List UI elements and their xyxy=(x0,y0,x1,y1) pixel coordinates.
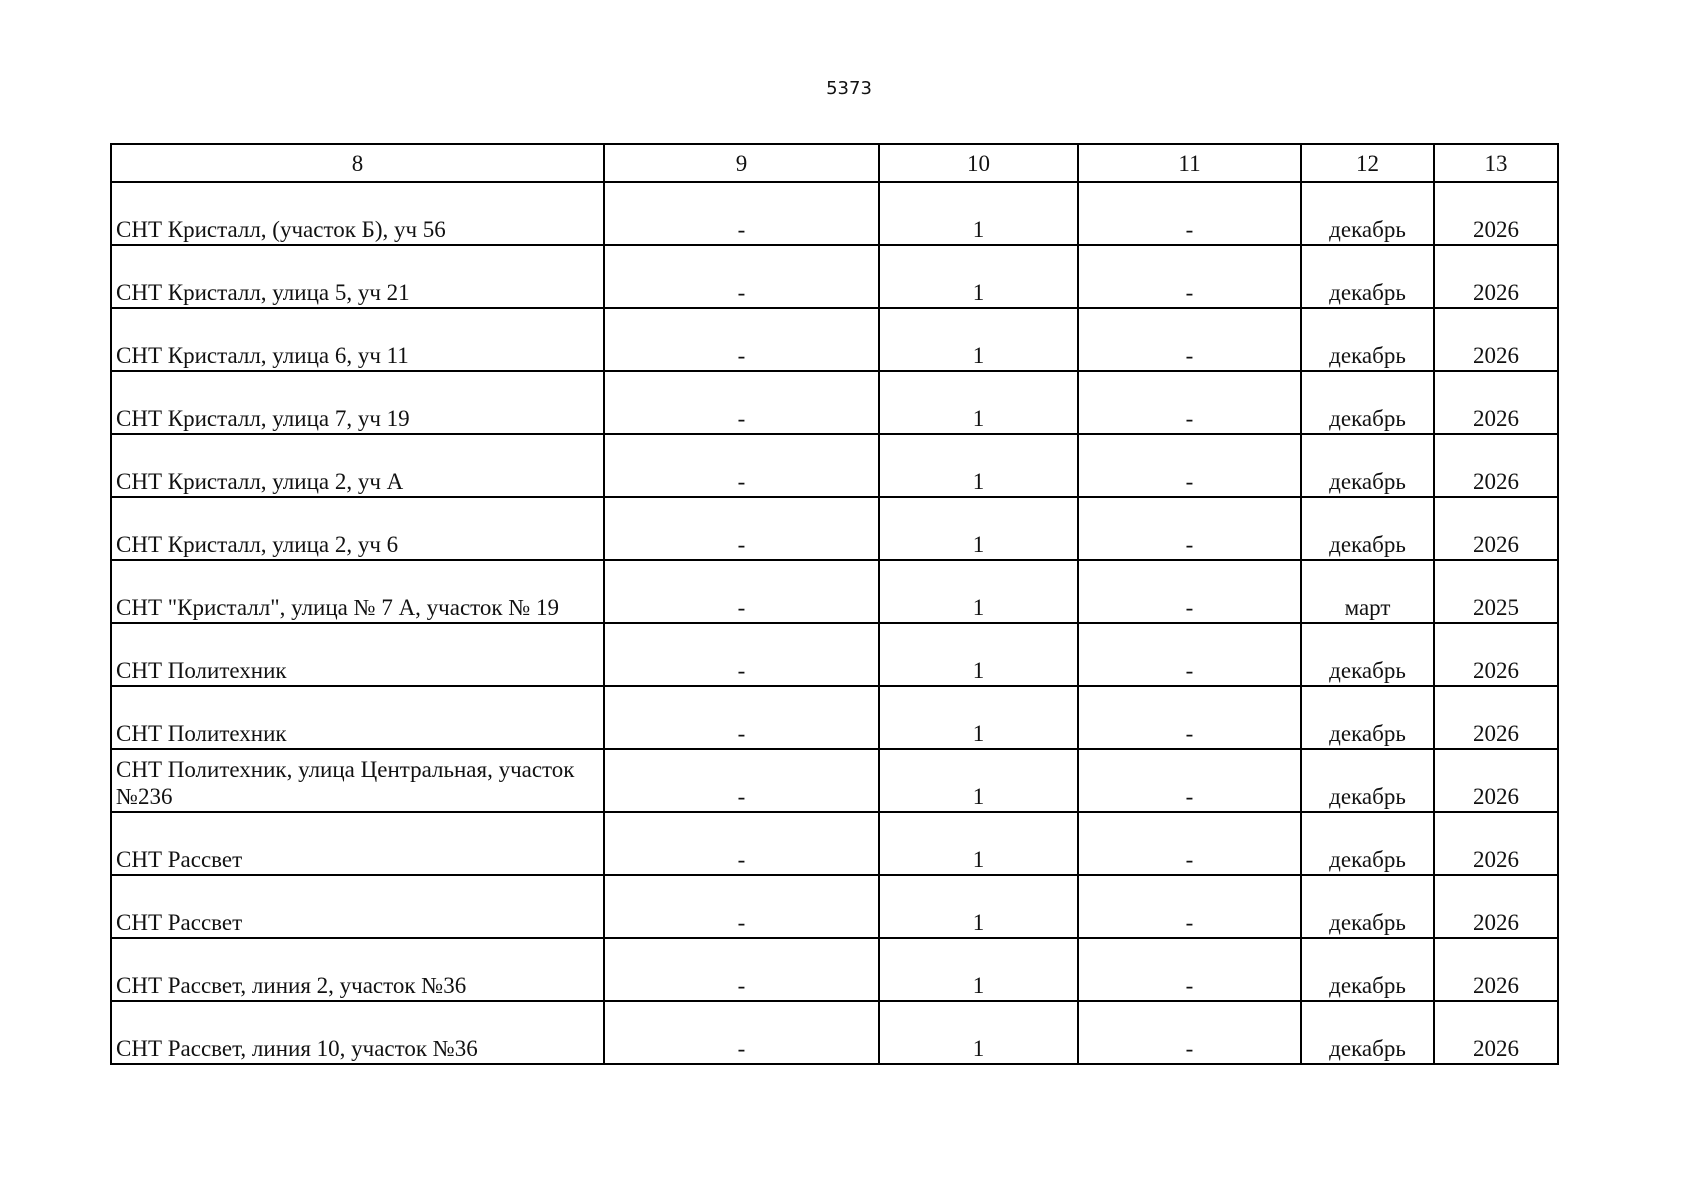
address-cell: СНТ Кристалл, улица 6, уч 11 xyxy=(111,308,604,371)
column-11-cell: - xyxy=(1078,686,1301,749)
table-row xyxy=(111,686,1558,749)
column-11-cell: - xyxy=(1078,560,1301,623)
column-9-cell: - xyxy=(604,1001,879,1064)
column-11-cell: - xyxy=(1078,182,1301,245)
address-cell: СНТ Политехник xyxy=(111,686,604,749)
table-row xyxy=(111,245,1558,308)
month-cell: декабрь xyxy=(1301,686,1434,749)
column-11-cell: - xyxy=(1078,308,1301,371)
column-9-cell: - xyxy=(604,749,879,812)
month-cell: декабрь xyxy=(1301,308,1434,371)
column-10-cell: 1 xyxy=(879,686,1078,749)
table-row xyxy=(111,308,1558,371)
column-10-cell: 1 xyxy=(879,497,1078,560)
column-9-cell: - xyxy=(604,623,879,686)
column-11-cell: - xyxy=(1078,434,1301,497)
address-cell: СНТ Политехник xyxy=(111,623,604,686)
column-11-cell: - xyxy=(1078,812,1301,875)
column-10-cell: 1 xyxy=(879,938,1078,1001)
column-11-cell: - xyxy=(1078,623,1301,686)
month-cell: март xyxy=(1301,560,1434,623)
column-10-cell: 1 xyxy=(879,308,1078,371)
table-row xyxy=(111,497,1558,560)
address-cell: СНТ Рассвет, линия 2, участок №36 xyxy=(111,938,604,1001)
month-cell: декабрь xyxy=(1301,938,1434,1001)
address-cell: СНТ Кристалл, улица 2, уч 6 xyxy=(111,497,604,560)
column-9-cell: - xyxy=(604,182,879,245)
column-10-cell: 1 xyxy=(879,371,1078,434)
table-row xyxy=(111,560,1558,623)
address-cell: СНТ Рассвет xyxy=(111,875,604,938)
column-10-cell: 1 xyxy=(879,623,1078,686)
table-row xyxy=(111,434,1558,497)
year-cell: 2026 xyxy=(1434,1001,1558,1064)
column-11-cell: - xyxy=(1078,1001,1301,1064)
month-cell: декабрь xyxy=(1301,749,1434,812)
year-cell: 2026 xyxy=(1434,875,1558,938)
data-table xyxy=(110,143,1559,1065)
column-header-9: 9 xyxy=(604,144,879,182)
year-cell: 2026 xyxy=(1434,308,1558,371)
column-9-cell: - xyxy=(604,875,879,938)
column-10-cell: 1 xyxy=(879,749,1078,812)
month-cell: декабрь xyxy=(1301,1001,1434,1064)
month-cell: декабрь xyxy=(1301,434,1434,497)
column-10-cell: 1 xyxy=(879,182,1078,245)
year-cell: 2026 xyxy=(1434,749,1558,812)
year-cell: 2026 xyxy=(1434,245,1558,308)
column-11-cell: - xyxy=(1078,371,1301,434)
column-11-cell: - xyxy=(1078,497,1301,560)
address-cell: СНТ Кристалл, (участок Б), уч 56 xyxy=(111,182,604,245)
address-cell: СНТ "Кристалл", улица № 7 А, участок № 19 xyxy=(111,560,604,623)
column-header-11: 11 xyxy=(1078,144,1301,182)
address-cell: СНТ Рассвет, линия 10, участок №36 xyxy=(111,1001,604,1064)
year-cell: 2026 xyxy=(1434,623,1558,686)
column-10-cell: 1 xyxy=(879,560,1078,623)
year-cell: 2026 xyxy=(1434,182,1558,245)
month-cell: декабрь xyxy=(1301,497,1434,560)
column-10-cell: 1 xyxy=(879,434,1078,497)
table-row xyxy=(111,371,1558,434)
column-header-13: 13 xyxy=(1434,144,1558,182)
year-cell: 2025 xyxy=(1434,560,1558,623)
column-9-cell: - xyxy=(604,434,879,497)
column-9-cell: - xyxy=(604,308,879,371)
column-10-cell: 1 xyxy=(879,875,1078,938)
month-cell: декабрь xyxy=(1301,245,1434,308)
month-cell: декабрь xyxy=(1301,623,1434,686)
column-10-cell: 1 xyxy=(879,812,1078,875)
column-9-cell: - xyxy=(604,812,879,875)
month-cell: декабрь xyxy=(1301,812,1434,875)
table-row xyxy=(111,938,1558,1001)
address-cell: СНТ Кристалл, улица 5, уч 21 xyxy=(111,245,604,308)
column-header-10: 10 xyxy=(879,144,1078,182)
header-row xyxy=(111,144,1558,182)
year-cell: 2026 xyxy=(1434,371,1558,434)
column-header-8: 8 xyxy=(111,144,604,182)
column-9-cell: - xyxy=(604,371,879,434)
table-row xyxy=(111,182,1558,245)
table-row xyxy=(111,749,1558,812)
year-cell: 2026 xyxy=(1434,434,1558,497)
column-9-cell: - xyxy=(604,938,879,1001)
year-cell: 2026 xyxy=(1434,812,1558,875)
table-row xyxy=(111,875,1558,938)
month-cell: декабрь xyxy=(1301,875,1434,938)
year-cell: 2026 xyxy=(1434,686,1558,749)
year-cell: 2026 xyxy=(1434,938,1558,1001)
column-9-cell: - xyxy=(604,245,879,308)
column-10-cell: 1 xyxy=(879,245,1078,308)
column-9-cell: - xyxy=(604,686,879,749)
month-cell: декабрь xyxy=(1301,182,1434,245)
table-row xyxy=(111,1001,1558,1064)
table-header xyxy=(111,144,1558,182)
table-body xyxy=(111,182,1558,1064)
column-11-cell: - xyxy=(1078,245,1301,308)
month-cell: декабрь xyxy=(1301,371,1434,434)
page-number: 5373 xyxy=(826,78,872,99)
address-cell: СНТ Кристалл, улица 2, уч А xyxy=(111,434,604,497)
column-11-cell: - xyxy=(1078,875,1301,938)
table-row xyxy=(111,812,1558,875)
column-9-cell: - xyxy=(604,560,879,623)
column-9-cell: - xyxy=(604,497,879,560)
column-11-cell: - xyxy=(1078,938,1301,1001)
year-cell: 2026 xyxy=(1434,497,1558,560)
address-cell: СНТ Политехник, улица Центральная, участок №236 xyxy=(111,749,604,812)
address-cell: СНТ Рассвет xyxy=(111,812,604,875)
table-row xyxy=(111,623,1558,686)
address-cell: СНТ Кристалл, улица 7, уч 19 xyxy=(111,371,604,434)
column-header-12: 12 xyxy=(1301,144,1434,182)
column-10-cell: 1 xyxy=(879,1001,1078,1064)
column-11-cell: - xyxy=(1078,749,1301,812)
